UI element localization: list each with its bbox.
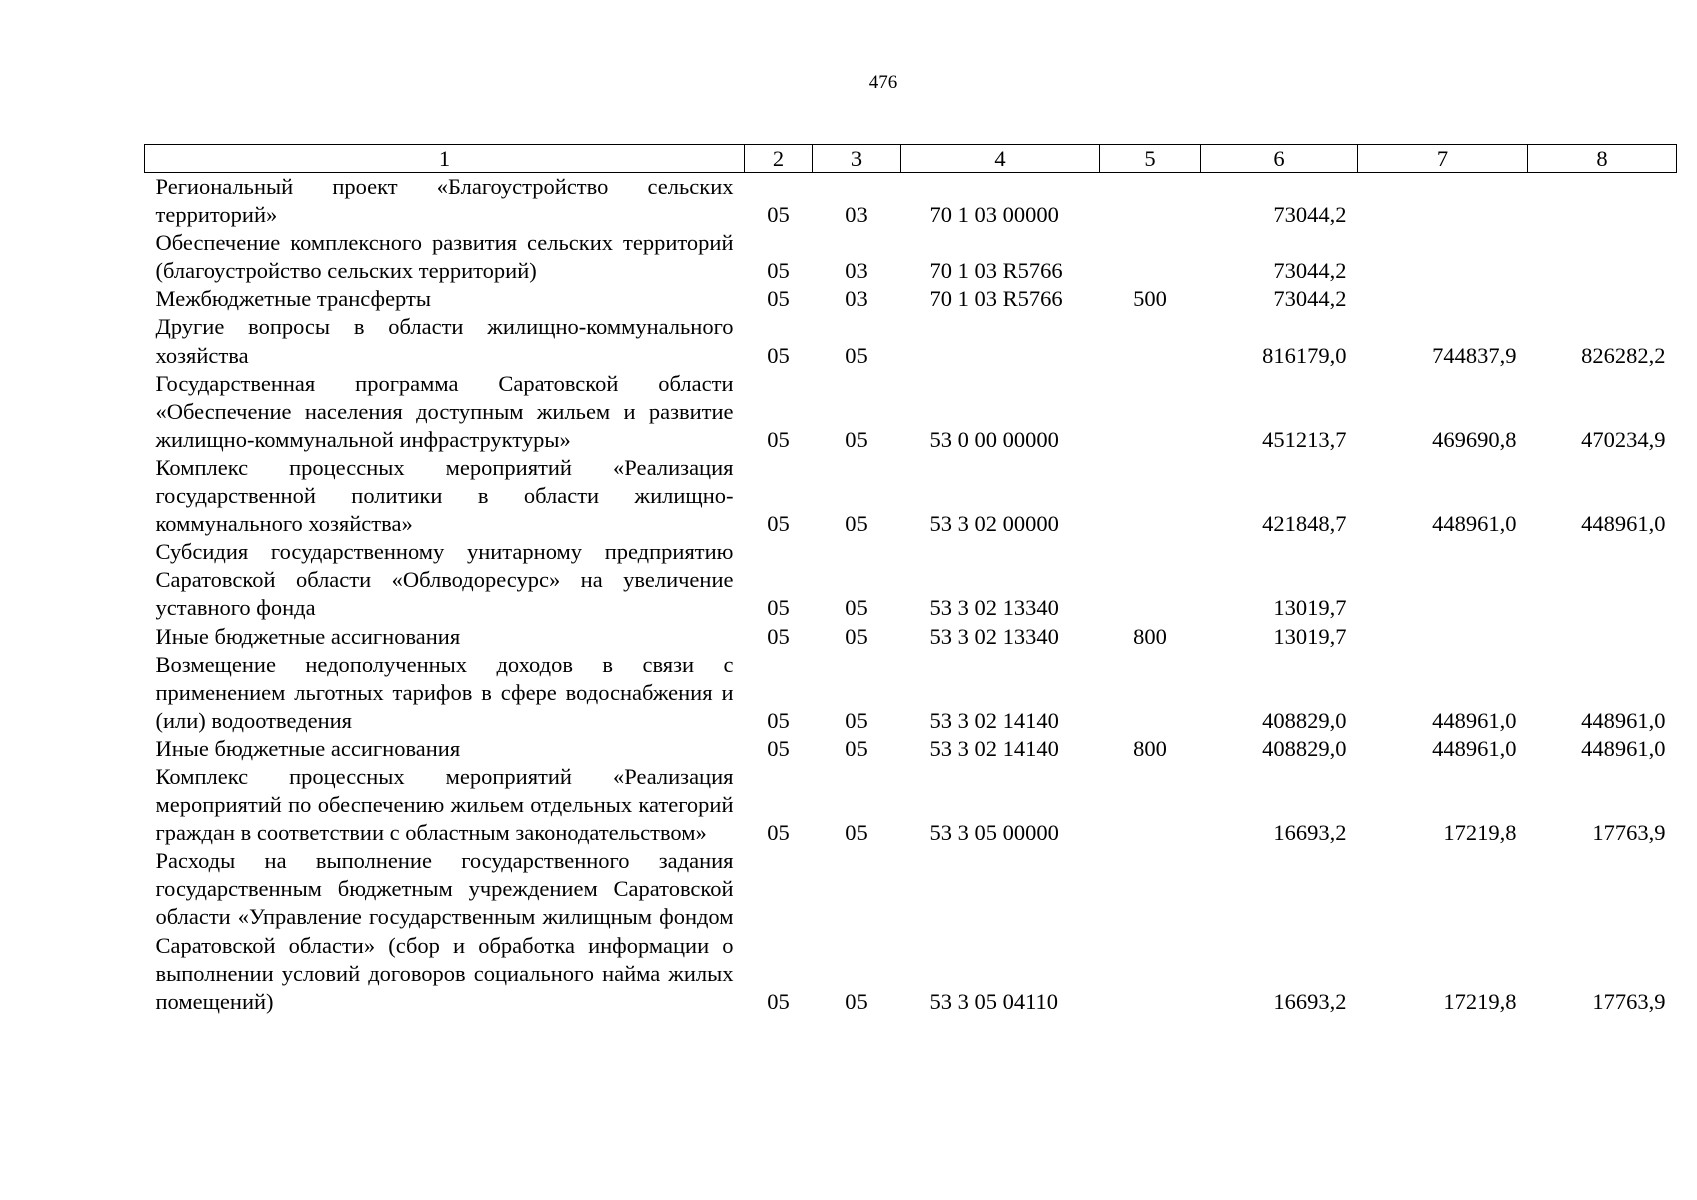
row-amount-3: 17763,9 bbox=[1592, 820, 1666, 846]
row-expense-type bbox=[1100, 370, 1201, 454]
row-target-article: 53 0 00 00000 bbox=[929, 426, 1059, 452]
row-target-article: 53 3 02 00000 bbox=[929, 511, 1059, 537]
row-name: Региональный проект «Благоустройство сельских территорий» bbox=[155, 174, 734, 228]
row-subsection: 05 bbox=[845, 623, 868, 649]
row-amount-2: 17219,8 bbox=[1443, 988, 1517, 1014]
row-amount-2: 448961,0 bbox=[1432, 707, 1517, 733]
row-name: Иные бюджетные ассигнования bbox=[155, 623, 461, 649]
row-amount-3 bbox=[1528, 229, 1677, 285]
table-row bbox=[145, 847, 1677, 1016]
row-amount-3 bbox=[1528, 285, 1677, 313]
row-name: Комплекс процессных мероприятий «Реализация государственной политики в области жилищно-коммунального хозяйства» bbox=[155, 454, 734, 537]
row-amount-1: 421848,7 bbox=[1262, 511, 1347, 537]
row-expense-type bbox=[1100, 763, 1201, 847]
row-section: 05 bbox=[767, 426, 790, 452]
row-expense-type: 500 bbox=[1133, 286, 1167, 312]
table-row bbox=[145, 285, 1677, 313]
table-row bbox=[145, 370, 1677, 454]
row-amount-2: 469690,8 bbox=[1432, 426, 1517, 452]
row-name: Возмещение недополученных доходов в связи с применением льготных тарифов в сфере водоснабжения и (или) водоотведения bbox=[155, 651, 734, 733]
row-amount-3: 448961,0 bbox=[1581, 735, 1666, 761]
row-expense-type bbox=[1100, 454, 1201, 538]
row-amount-3: 826282,2 bbox=[1581, 342, 1666, 368]
row-amount-3 bbox=[1528, 538, 1677, 622]
column-header-1: 1 bbox=[145, 145, 745, 173]
row-amount-3: 470234,9 bbox=[1581, 426, 1666, 452]
row-expense-type bbox=[1100, 229, 1201, 285]
row-subsection: 05 bbox=[845, 707, 868, 733]
row-amount-1: 408829,0 bbox=[1262, 735, 1347, 761]
table-body bbox=[145, 173, 1677, 1016]
row-amount-2 bbox=[1358, 173, 1528, 230]
row-subsection: 05 bbox=[845, 426, 868, 452]
table-row bbox=[145, 454, 1677, 538]
row-section: 05 bbox=[767, 595, 790, 621]
row-section: 05 bbox=[767, 820, 790, 846]
row-section: 05 bbox=[767, 202, 790, 228]
row-subsection: 05 bbox=[845, 342, 868, 368]
row-section: 05 bbox=[767, 258, 790, 284]
row-amount-1: 16693,2 bbox=[1273, 820, 1347, 846]
row-subsection: 03 bbox=[845, 286, 868, 312]
row-amount-1: 16693,2 bbox=[1273, 988, 1347, 1014]
row-amount-2: 17219,8 bbox=[1443, 820, 1517, 846]
row-amount-1: 451213,7 bbox=[1262, 426, 1347, 452]
row-amount-1: 816179,0 bbox=[1262, 342, 1347, 368]
row-amount-1: 73044,2 bbox=[1273, 258, 1347, 284]
row-expense-type: 800 bbox=[1133, 735, 1167, 761]
row-target-article: 70 1 03 00000 bbox=[929, 202, 1059, 228]
row-subsection: 05 bbox=[845, 988, 868, 1014]
row-target-article: 53 3 02 14140 bbox=[929, 707, 1059, 733]
row-amount-2: 744837,9 bbox=[1432, 342, 1517, 368]
column-header-5: 5 bbox=[1100, 145, 1201, 173]
header-row bbox=[145, 145, 1677, 173]
row-name: Расходы на выполнение государственного задания государственным бюджетным учреждением Саратовской области «Управление государственным жилищным фондом Саратовской области» (сбор и обработка информации о выполнении условий договоров социального найма жилых помещений) bbox=[155, 848, 734, 1014]
row-amount-3 bbox=[1528, 623, 1677, 651]
table-row bbox=[145, 651, 1677, 735]
row-name: Субсидия государственному унитарному предприятию Саратовской области «Облводоресурс» на увеличение уставного фонда bbox=[155, 539, 734, 621]
row-subsection: 05 bbox=[845, 820, 868, 846]
column-header-6: 6 bbox=[1201, 145, 1358, 173]
table-header bbox=[145, 145, 1677, 173]
row-amount-2 bbox=[1358, 229, 1528, 285]
table-row bbox=[145, 229, 1677, 285]
row-target-article: 53 3 02 13340 bbox=[929, 623, 1059, 649]
budget-table bbox=[144, 144, 1677, 1016]
row-expense-type: 800 bbox=[1133, 623, 1167, 649]
row-name: Иные бюджетные ассигнования bbox=[155, 735, 461, 761]
row-amount-2 bbox=[1358, 285, 1528, 313]
row-section: 05 bbox=[767, 988, 790, 1014]
row-amount-3 bbox=[1528, 173, 1677, 230]
row-amount-2 bbox=[1358, 538, 1528, 622]
row-amount-3: 17763,9 bbox=[1592, 988, 1666, 1014]
row-target-article: 53 3 05 04110 bbox=[929, 988, 1059, 1014]
row-amount-3: 448961,0 bbox=[1581, 707, 1666, 733]
row-section: 05 bbox=[767, 735, 790, 761]
page-number: 476 bbox=[868, 72, 898, 93]
row-amount-3: 448961,0 bbox=[1581, 511, 1666, 537]
row-name: Межбюджетные трансферты bbox=[155, 286, 431, 312]
row-target-article: 53 3 02 14140 bbox=[929, 735, 1059, 761]
row-name: Государственная программа Саратовской области «Обеспечение населения доступным жильем и развитие жилищно-коммунальной инфраструктуры» bbox=[155, 370, 734, 452]
column-header-3: 3 bbox=[813, 145, 901, 173]
table-row bbox=[145, 173, 1677, 230]
row-expense-type bbox=[1100, 313, 1201, 369]
column-header-8: 8 bbox=[1528, 145, 1677, 173]
row-subsection: 05 bbox=[845, 735, 868, 761]
row-amount-1: 13019,7 bbox=[1273, 595, 1347, 621]
column-header-7: 7 bbox=[1358, 145, 1528, 173]
row-name: Комплекс процессных мероприятий «Реализация мероприятий по обеспечению жильем отдельных категорий граждан в соответствии с областным законодательством» bbox=[155, 763, 734, 846]
row-expense-type bbox=[1100, 847, 1201, 1016]
row-amount-2: 448961,0 bbox=[1432, 511, 1517, 537]
row-section: 05 bbox=[767, 286, 790, 312]
table-row bbox=[145, 735, 1677, 763]
row-expense-type bbox=[1100, 173, 1201, 230]
row-subsection: 03 bbox=[845, 258, 868, 284]
row-section: 05 bbox=[767, 511, 790, 537]
row-amount-2: 448961,0 bbox=[1432, 735, 1517, 761]
row-target-article: 70 1 03 R5766 bbox=[929, 258, 1063, 284]
row-subsection: 05 bbox=[845, 511, 868, 537]
row-expense-type bbox=[1100, 651, 1201, 735]
row-name: Другие вопросы в области жилищно-коммунального хозяйства bbox=[155, 314, 734, 368]
row-target-article bbox=[901, 313, 1100, 369]
table-row bbox=[145, 623, 1677, 651]
row-amount-2 bbox=[1358, 623, 1528, 651]
row-target-article: 70 1 03 R5766 bbox=[929, 286, 1063, 312]
row-amount-1: 73044,2 bbox=[1273, 286, 1347, 312]
row-target-article: 53 3 05 00000 bbox=[929, 820, 1059, 846]
row-section: 05 bbox=[767, 342, 790, 368]
table-row bbox=[145, 538, 1677, 622]
row-subsection: 05 bbox=[845, 595, 868, 621]
row-amount-1: 13019,7 bbox=[1273, 623, 1347, 649]
row-name: Обеспечение комплексного развития сельских территорий (благоустройство сельских территорий) bbox=[155, 230, 734, 284]
row-amount-1: 73044,2 bbox=[1273, 202, 1347, 228]
table-row bbox=[145, 763, 1677, 847]
row-subsection: 03 bbox=[845, 202, 868, 228]
row-section: 05 bbox=[767, 707, 790, 733]
column-header-4: 4 bbox=[901, 145, 1100, 173]
column-header-2: 2 bbox=[745, 145, 813, 173]
row-section: 05 bbox=[767, 623, 790, 649]
row-target-article: 53 3 02 13340 bbox=[929, 595, 1059, 621]
table-row bbox=[145, 313, 1677, 369]
row-amount-1: 408829,0 bbox=[1262, 707, 1347, 733]
row-expense-type bbox=[1100, 538, 1201, 622]
